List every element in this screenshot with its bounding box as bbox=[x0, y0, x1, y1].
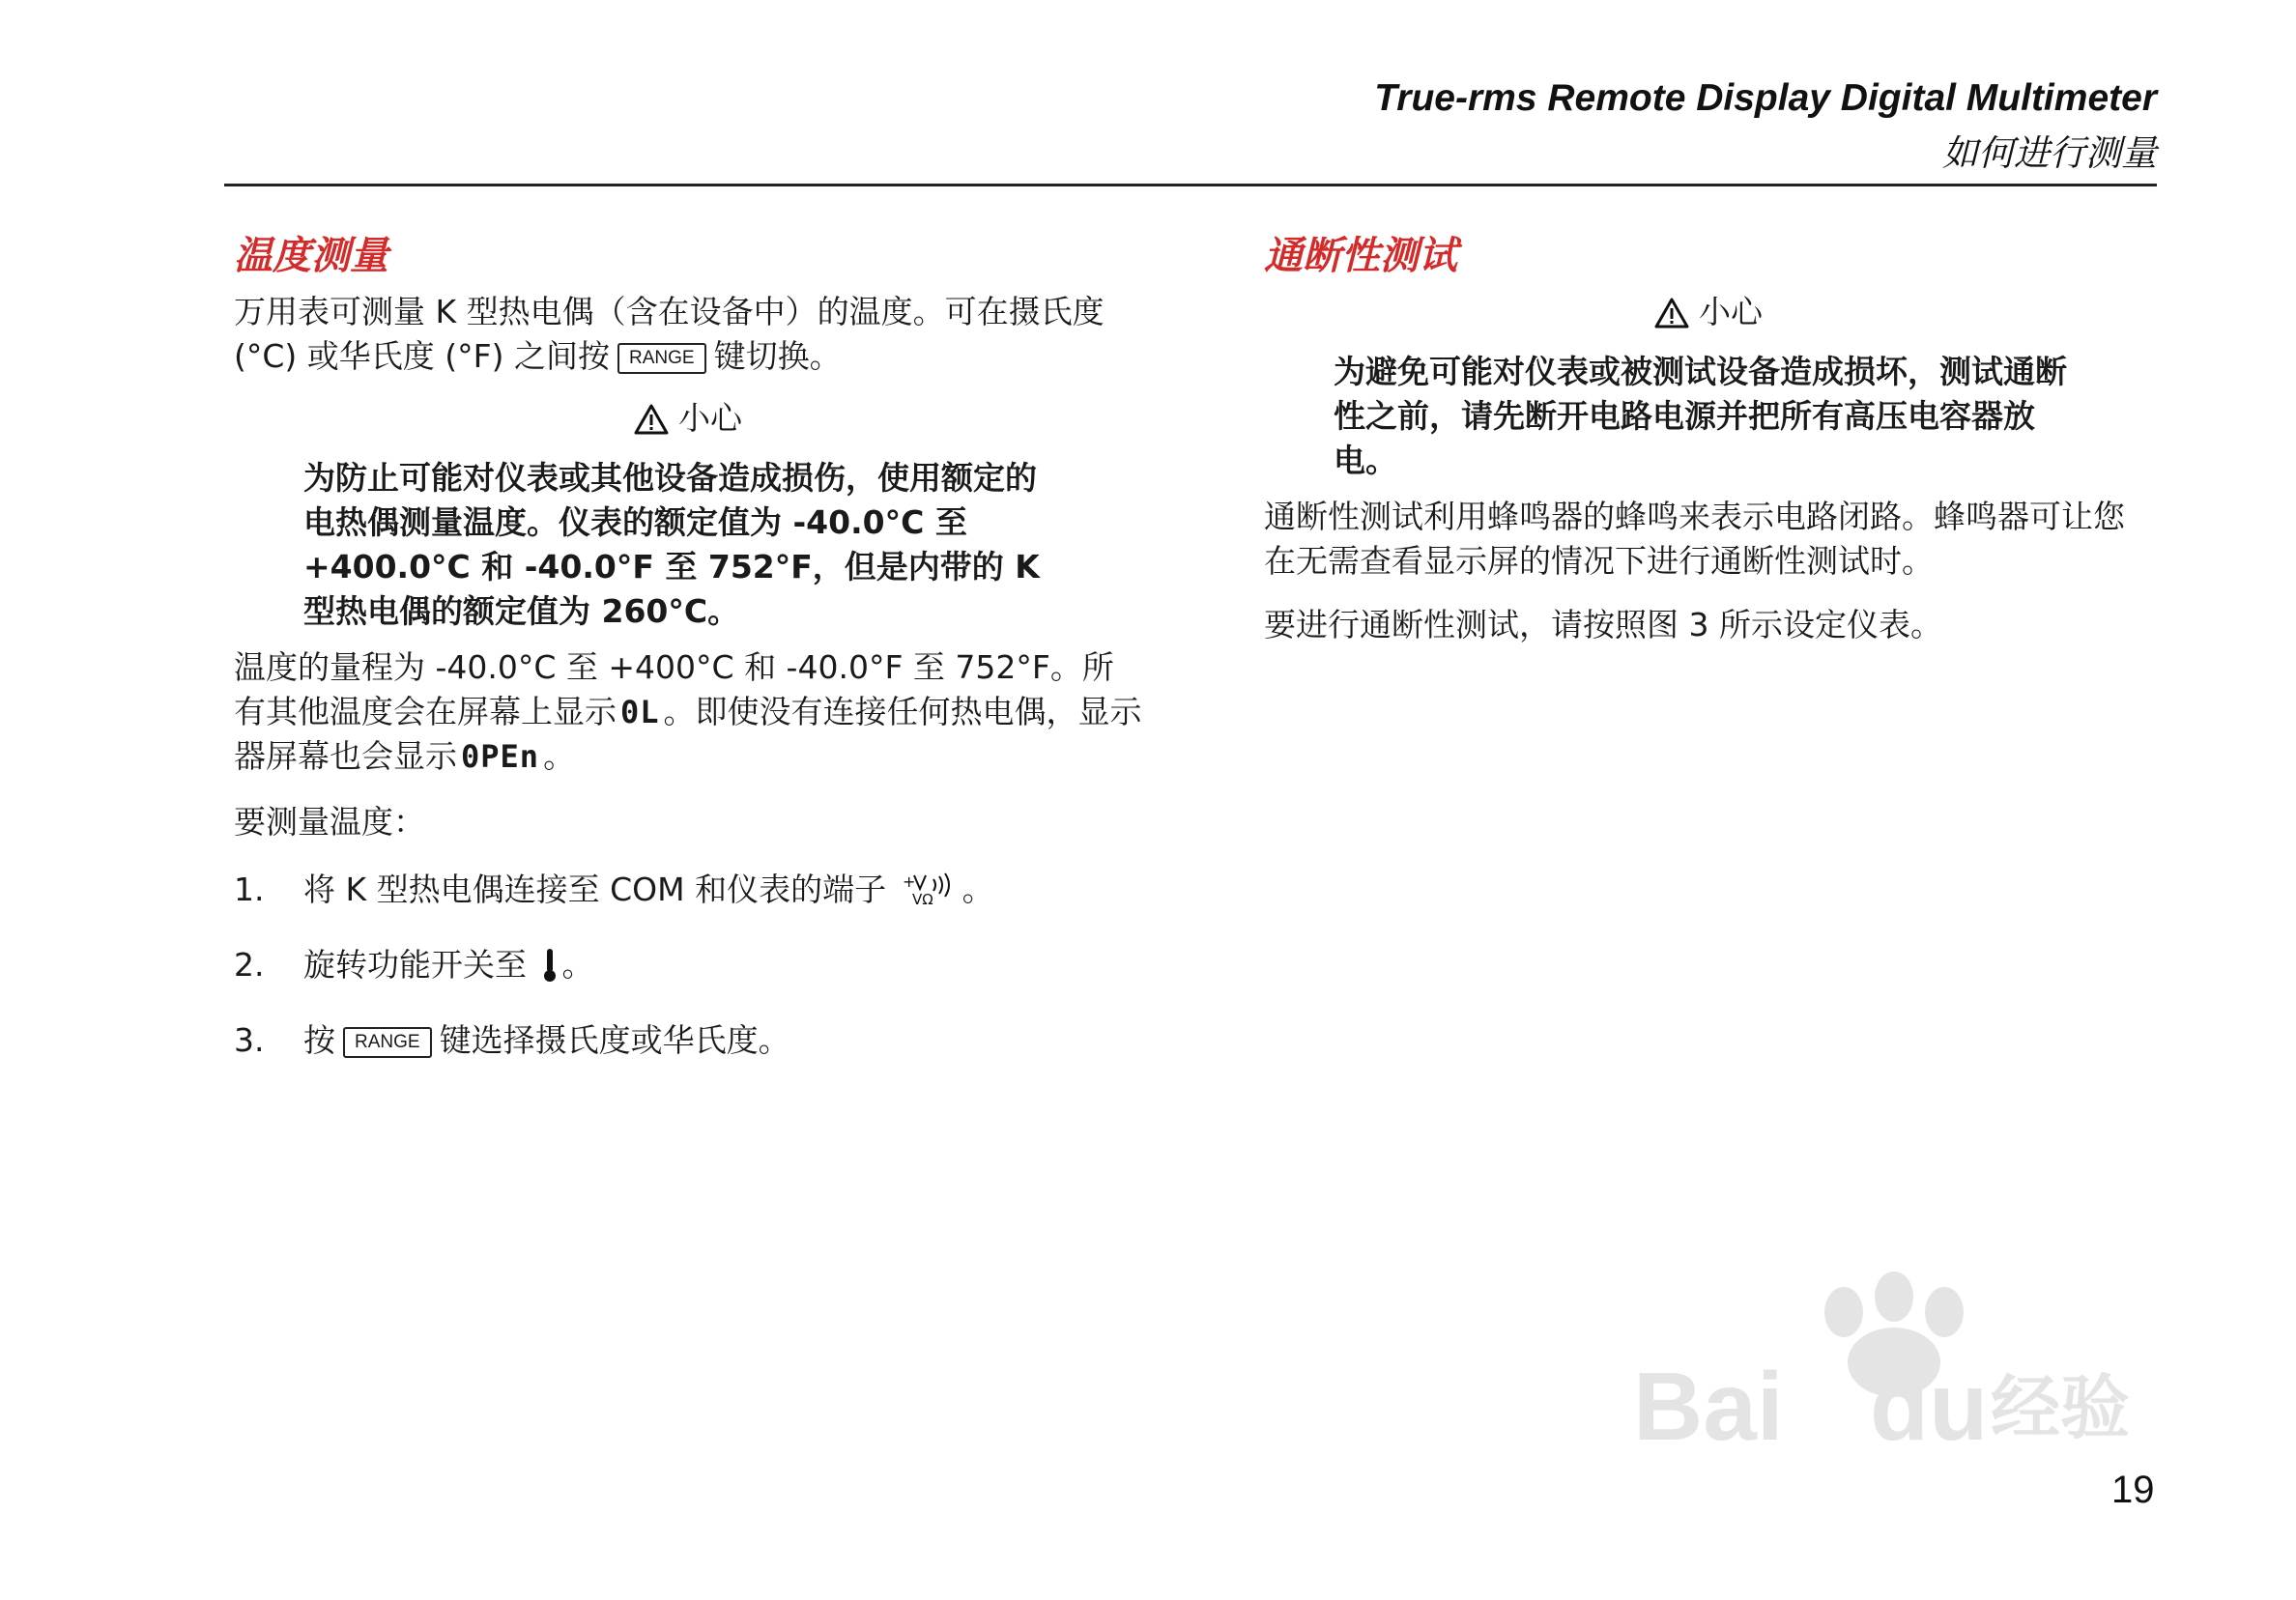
svg-text:VΩ: VΩ bbox=[911, 891, 933, 908]
intro-text-1: 万用表可测量 K 型热电偶（含在设备中）的温度。可在摄氏度 (°C) 或华氏度 (°F) 之间按 bbox=[234, 293, 1105, 375]
step-text: 按 bbox=[303, 1021, 335, 1059]
continuity-paragraph-1: 通断性测试利用蜂鸣器的蜂鸣来表示电路闭路。蜂鸣器可让您在无需查看显示屏的情况下进行通断性测试时。 bbox=[1264, 498, 2125, 580]
step-2 bbox=[234, 943, 1142, 995]
chapter-subtitle: 如何进行测量 bbox=[1942, 132, 2157, 174]
warning-triangle-icon bbox=[1654, 296, 1689, 340]
caution-label: 小心 bbox=[678, 399, 742, 437]
svg-text:经验: 经验 bbox=[1991, 1367, 2131, 1448]
svg-text:du: du bbox=[1870, 1353, 1989, 1461]
step-1 bbox=[234, 868, 1142, 920]
volt-ohm-terminal-icon bbox=[901, 870, 959, 920]
temperature-intro bbox=[234, 290, 1142, 379]
measure-intro: 要测量温度： bbox=[234, 803, 425, 841]
range-text-3: 。 bbox=[543, 737, 576, 775]
caution-text: 为防止可能对仪表或其他设备造成损伤，使用额定的电热偶测量温度。仪表的额定值为 -40.0°C 至 +400.0°C 和 -40.0°F 至 752°F，但是内带的 K 型热电偶的额定值为 260°C。 bbox=[303, 459, 1040, 630]
page-header bbox=[224, 75, 2157, 186]
step-number: 2. bbox=[234, 946, 265, 984]
step-suffix: 键选择摄氏度或华氏度。 bbox=[439, 1021, 790, 1059]
range-text-1: 温度的量程为 -40.0°C 至 +400°C 和 -40.0°F 至 752°F。所有其他温度会在屏幕上显示 bbox=[234, 648, 1114, 730]
continuity-paragraph-2: 要进行通断性测试，请按照图 3 所示设定仪表。 bbox=[1264, 606, 1942, 643]
range-key-icon: RANGE bbox=[617, 343, 706, 374]
warning-triangle-icon bbox=[634, 402, 669, 446]
left-column bbox=[234, 232, 1142, 1063]
step-3 bbox=[234, 1018, 1142, 1063]
intro-text-2: 键切换。 bbox=[713, 337, 842, 375]
step-number: 1. bbox=[234, 871, 265, 908]
svg-text:+: + bbox=[902, 872, 915, 891]
section-title-temperature: 温度测量 bbox=[234, 234, 388, 278]
range-text-2: 。即使没有连接任何热电偶，显示器屏幕也会显示 bbox=[234, 693, 1142, 775]
step-suffix: 。 bbox=[561, 946, 594, 984]
caution-label: 小心 bbox=[1699, 293, 1763, 330]
step-text: 将 K 型热电偶连接至 COM 和仪表的端子 bbox=[303, 871, 887, 908]
lcd-open-glyph: 0PEn bbox=[461, 738, 540, 775]
lcd-ol-glyph: 0L bbox=[620, 694, 660, 730]
step-number: 3. bbox=[234, 1021, 265, 1059]
thermometer-icon bbox=[541, 947, 559, 995]
caution-heading bbox=[234, 396, 1142, 446]
section-title-continuity: 通断性测试 bbox=[1264, 234, 1457, 278]
baidu-jingyan-watermark bbox=[1623, 1256, 2165, 1531]
caution-text: 为避免可能对仪表或被测试设备造成损坏，测试通断性之前，请先断开电路电源并把所有高压电容器放电。 bbox=[1334, 353, 2067, 479]
step-text: 旋转功能开关至 bbox=[303, 946, 527, 984]
step-suffix: 。 bbox=[961, 871, 994, 908]
range-key-icon: RANGE bbox=[343, 1027, 432, 1058]
temperature-range-text bbox=[234, 645, 1142, 779]
document-title: True-rms Remote Display Digital Multimeter bbox=[1374, 77, 2157, 119]
right-column bbox=[1264, 232, 2153, 647]
page-number: 19 bbox=[2111, 1469, 2155, 1511]
caution-heading bbox=[1264, 290, 2153, 340]
svg-text:Bai: Bai bbox=[1633, 1353, 1784, 1461]
